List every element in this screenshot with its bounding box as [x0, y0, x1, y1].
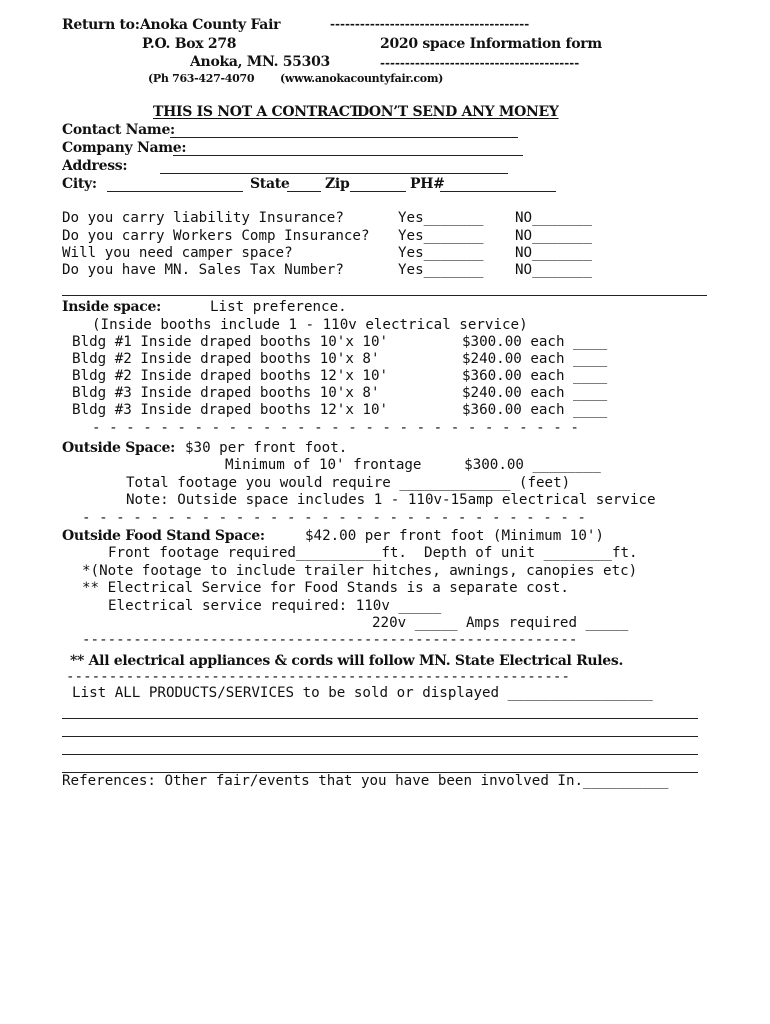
no-sales-tax[interactable]: NO_______: [515, 262, 592, 278]
website: (www.anokacountyfair.com): [280, 72, 444, 85]
booth-price[interactable]: $360.00 each ____: [462, 402, 608, 418]
po-box: P.O. Box 278: [142, 36, 237, 52]
outside-dashes: - - - - - - - - - - - - - - - - - - - - - - - - - - - - - -: [82, 510, 586, 526]
contact-name-line[interactable]: [170, 137, 518, 138]
outside-rate: $30 per front foot.: [185, 440, 348, 456]
outside-space-label: Outside Space:: [62, 440, 175, 456]
electrical-rules: ** All electrical appliances & cords will follow MN. State Electrical Rules.: [70, 653, 624, 669]
rules-dashes: -----------------------------------------------------------: [66, 669, 570, 685]
front-footage[interactable]: Front footage required__________ft. Depth of unit ________ft.: [108, 545, 638, 561]
address-line[interactable]: [160, 173, 508, 174]
yes-camper[interactable]: Yes_______: [398, 245, 484, 261]
company-name-line[interactable]: [173, 155, 523, 156]
electrical-220v[interactable]: 220v _____ Amps required _____: [372, 615, 629, 631]
phone-line[interactable]: [440, 191, 556, 192]
booth-desc: Bldg #3 Inside draped booths 12'x 10': [72, 402, 389, 418]
outside-total[interactable]: Total footage you would require _____________ (feet): [126, 475, 571, 491]
food-dashes: ----------------------------------------------------------: [82, 632, 578, 648]
products-line-1[interactable]: [62, 718, 698, 719]
products-line-3[interactable]: [62, 754, 698, 755]
electrical-note: ** Electrical Service for Food Stands is a separate cost.: [82, 580, 569, 596]
list-preference: List preference.: [210, 299, 347, 315]
booth-price[interactable]: $300.00 each ____: [462, 334, 608, 350]
no-liability[interactable]: NO_______: [515, 210, 592, 226]
return-to-label: Return to:: [62, 17, 140, 33]
booth-desc: Bldg #2 Inside draped booths 10'x 8': [72, 351, 380, 367]
zip-label: Zip: [325, 176, 350, 192]
footage-note: *(Note footage to include trailer hitches, awnings, canopies etc): [82, 563, 638, 579]
question-camper: Will you need camper space?: [62, 245, 293, 261]
address-label: Address:: [62, 158, 128, 174]
electrical-110v[interactable]: Electrical service required: 110v _____: [108, 598, 442, 614]
yes-sales-tax[interactable]: Yes_______: [398, 262, 484, 278]
food-stand-label: Outside Food Stand Space:: [62, 528, 265, 544]
food-rate: $42.00 per front foot (Minimum 10'): [305, 528, 604, 544]
org-name: Anoka County Fair: [140, 17, 281, 33]
city-label: City:: [62, 176, 97, 192]
booth-price[interactable]: $240.00 each ____: [462, 385, 608, 401]
state-label: State: [250, 176, 290, 192]
outside-minimum[interactable]: Minimum of 10' frontage $300.00 ________: [225, 457, 601, 473]
city-line[interactable]: [107, 191, 243, 192]
no-money-notice: DON’T SEND ANY MONEY: [357, 104, 559, 120]
references-label[interactable]: References: Other fair/events that you have been involved In.__________: [62, 773, 669, 789]
not-contract-notice: THIS IS NOT A CONTRACT.: [153, 104, 363, 120]
products-label[interactable]: List ALL PRODUCTS/SERVICES to be sold or displayed _________________: [72, 685, 653, 701]
outside-note: Note: Outside space includes 1 - 110v-15amp electrical service: [126, 492, 656, 508]
header-dash-bottom: ----------------------------------------: [380, 56, 580, 70]
question-sales-tax: Do you have MN. Sales Tax Number?: [62, 262, 344, 278]
no-workers-comp[interactable]: NO_______: [515, 228, 592, 244]
state-line[interactable]: [287, 191, 321, 192]
inside-space-label: Inside space:: [62, 299, 161, 315]
section-divider: [62, 295, 707, 296]
inside-note: (Inside booths include 1 - 110v electrical service): [92, 317, 528, 333]
booth-price[interactable]: $240.00 each ____: [462, 351, 608, 367]
booth-desc: Bldg #1 Inside draped booths 10'x 10': [72, 334, 389, 350]
no-camper[interactable]: NO_______: [515, 245, 592, 261]
booth-desc: Bldg #2 Inside draped booths 12'x 10': [72, 368, 389, 384]
yes-workers-comp[interactable]: Yes_______: [398, 228, 484, 244]
contact-name-label: Contact Name:: [62, 122, 175, 138]
inside-dashes: - - - - - - - - - - - - - - - - - - - - - - - - - - - - -: [92, 420, 579, 436]
phone-label: PH#: [410, 176, 445, 192]
booth-desc: Bldg #3 Inside draped booths 10'x 8': [72, 385, 380, 401]
question-liability: Do you carry liability Insurance?: [62, 210, 344, 226]
question-workers-comp: Do you carry Workers Comp Insurance?: [62, 228, 370, 244]
company-name-label: Company Name:: [62, 140, 187, 156]
products-line-2[interactable]: [62, 736, 698, 737]
zip-line[interactable]: [350, 191, 406, 192]
city-state-zip: Anoka, MN. 55303: [190, 54, 330, 70]
header-dash-top: ----------------------------------------: [330, 17, 530, 31]
yes-liability[interactable]: Yes_______: [398, 210, 484, 226]
form-title: 2020 space Information form: [380, 36, 602, 52]
booth-price[interactable]: $360.00 each ____: [462, 368, 608, 384]
phone-number: (Ph 763-427-4070: [148, 72, 255, 85]
